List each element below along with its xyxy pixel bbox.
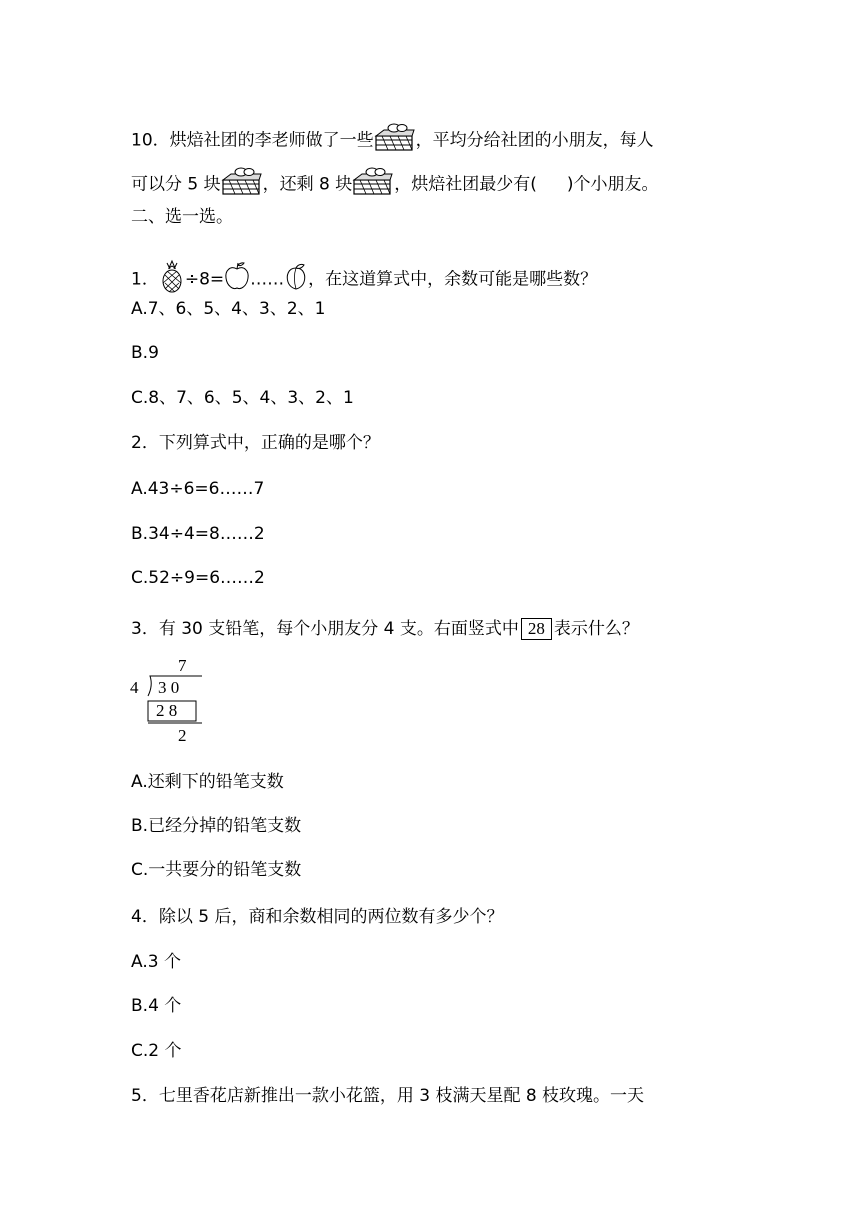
question-10-text-e: ，烘焙社团最少有( <box>394 174 537 195</box>
question-3-option-b[interactable]: B.已经分掉的铅笔支数 <box>131 816 302 836</box>
question-4-option-c[interactable]: C.2 个 <box>131 1041 182 1061</box>
section-title: 二、选一选。 <box>131 207 233 227</box>
question-4-stem: 4．除以 5 后，商和余数相同的两位数有多少个？ <box>131 907 504 927</box>
cake-icon <box>352 166 394 203</box>
product: 2 8 <box>156 701 178 720</box>
question-3-stem <box>131 617 639 641</box>
divisor: 4 <box>130 678 139 697</box>
question-1-option-c[interactable]: C.8、7、6、5、4、3、2、1 <box>131 388 354 408</box>
question-4-option-b[interactable]: B.4 个 <box>131 996 182 1016</box>
long-division <box>128 656 218 748</box>
question-2-stem: 2．下列算式中，正确的是哪个？ <box>131 433 380 453</box>
question-10-text-f: )个小朋友。 <box>566 174 659 195</box>
question-10-line-1 <box>131 122 654 159</box>
apple-icon <box>224 261 250 298</box>
question-2-option-c[interactable]: C.52÷9=6……2 <box>131 568 265 588</box>
question-10-text-a: 10．烘焙社团的李老师做了一些 <box>131 130 374 151</box>
cake-icon <box>374 122 416 159</box>
question-3-option-a[interactable]: A.还剩下的铅笔支数 <box>131 772 284 792</box>
question-10-line-2 <box>131 166 659 203</box>
question-3-option-c[interactable]: C.一共要分的铅笔支数 <box>131 860 302 880</box>
question-3-text-b: 表示什么？ <box>553 619 639 639</box>
question-1-text: ，在这道算式中，余数可能是哪些数？ <box>308 269 598 290</box>
question-10-text-b: ，平均分给社团的小朋友，每人 <box>415 130 654 151</box>
question-2-option-a[interactable]: A.43÷6=6……7 <box>131 479 265 499</box>
question-1-option-b[interactable]: B.9 <box>131 343 159 363</box>
question-1-option-a[interactable]: A.7、6、5、4、3、2、1 <box>131 299 326 319</box>
pineapple-icon <box>159 259 185 300</box>
question-10-text-d: ，还剩 8 块 <box>262 174 353 195</box>
cake-icon <box>221 166 263 203</box>
question-5-stem: 5．七里香花店新推出一款小花篮，用 3 枝满天星配 8 枝玫瑰。一天 <box>131 1086 645 1106</box>
question-4-option-a[interactable]: A.3 个 <box>131 952 181 972</box>
question-10-text-c: 可以分 5 块 <box>131 174 221 195</box>
question-3-text-a: 3．有 30 支铅笔，每个小朋友分 4 支。右面竖式中 <box>131 619 519 639</box>
remainder: 2 <box>178 726 187 745</box>
question-1-ellipsis: …… <box>250 269 285 290</box>
question-1-stem <box>131 259 597 300</box>
peach-icon <box>284 262 308 297</box>
question-1-division: ÷8= <box>184 269 225 290</box>
boxed-number: 28 <box>521 618 552 640</box>
question-2-option-b[interactable]: B.34÷4=8……2 <box>131 524 265 544</box>
dividend: 3 0 <box>158 678 180 697</box>
question-1-number: 1． <box>131 269 159 290</box>
quotient: 7 <box>178 656 187 675</box>
